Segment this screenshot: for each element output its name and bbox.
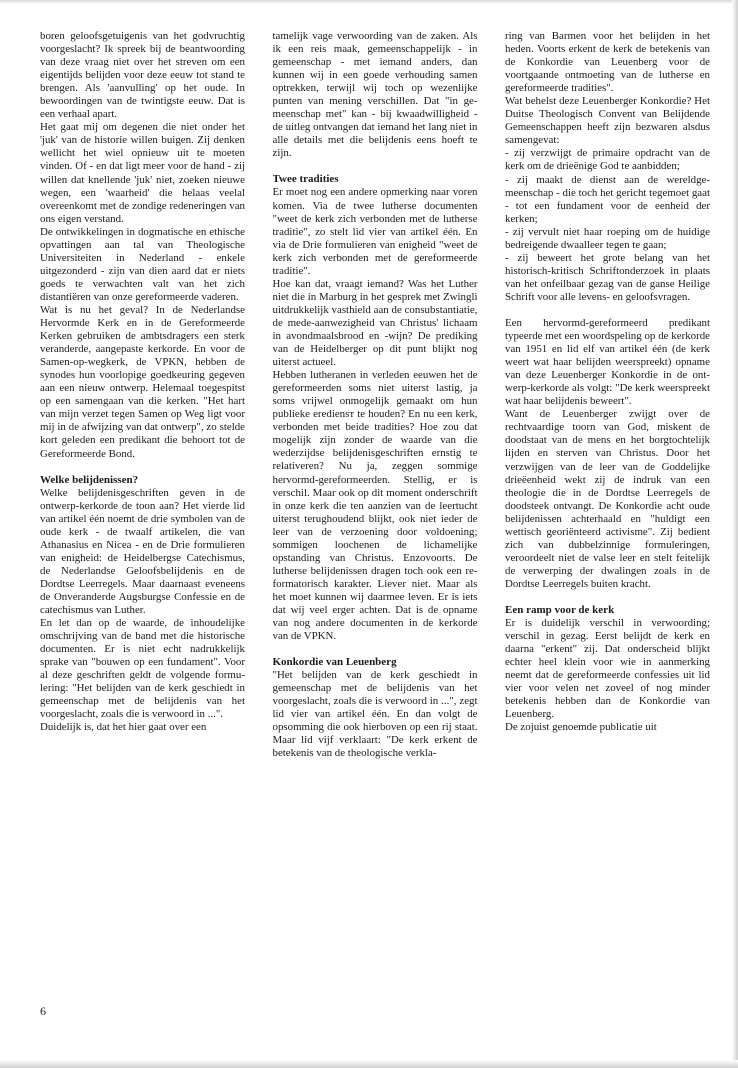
paragraph: Want de Leuenberger zwijgt over de rechtvaardige toorn van God, miskent de doodstaat van de mens en het borgtochtelijk lijden en sterven van Christus. Door het verzwijgen van de leer van de Goddelijke drieëenheid wekt zij de indruk van een theologie die in de Dordtse Leerregels de doodsteek ontvangt. De Konkordie acht oude belijdenissen achterhaald en "huldigt een wettisch georiënteerd activisme". Zij bedient zich van dubbelzinnige formuleringen, veroordeelt niet de valse leer en stelt feitelijk de verwerping der dwalingen zoals in de Dordtse Leerregels buiten kracht.	[505, 408, 710, 590]
column-2	[273, 30, 478, 1005]
paragraph: Duidelijk is, dat het hier gaat over een	[40, 721, 207, 734]
section-heading-welke-belijdenissen: Welke belijdenissen?	[40, 473, 139, 486]
paragraph: Hoe kan dat, vraagt iemand? Was het Luther niet die in Marburg in het gesprek met Zwingli uitdrukkelijk vasthield aan de consubstantiatie, de mede-aanwezigheid van Christus' lichaam in avondmaalsbrood en -wijn? De prediking van de Heidelberger op dit punt blijkt nog uiterst actueel.	[272, 277, 478, 369]
paragraph: "Het belijden van de kerk geschiedt in gemeenschap met de belijdenis van het voorgeslacht, zoals die is verwoord in ...", zegt lid vier van artikel één. En dan volgt de opsomming die ook hierboven op een rij staat. Maar lid vijf verklaart: "De kerk erkent de betekenis van de theologische verkla-	[272, 669, 478, 760]
column-1	[40, 30, 245, 1005]
paragraph: Er is duidelijk verschil in verwoording; verschil in gezag. Eerst belijdt de kerk en daarna "erkent" zij. Dat onderscheid blijkt echter heel klein voor wie in aanmerking neemt dat de gereformeerde confessies uit lid vier voor velen net zoveel of nog minder betekenis hebben dan de Konkordie van Leuenberg.	[505, 616, 710, 721]
article-body	[40, 30, 710, 1005]
paragraph: Het gaat mij om degenen die niet onder het 'juk' van de historie willen buigen. Zij denken wellicht het wiel opnieuw uit te moeten vinden. Of - en dat ligt meer voor de hand - zij willen dat knellende 'juk' niet, zoeken nieuwe wegen, een 'waarheid' die helaas veelal overeenkomt met de zondige redeneringen van ons eigen verstand.	[40, 121, 245, 225]
paragraph: Wat behelst deze Leuenberger Konkordie? Het Duitse Theologisch Convent van Belijdende Gemeenschappen heeft zijn bezwaren alsdus samengevat:	[505, 95, 710, 147]
paragraph: En let dan op de waarde, de inhoudelijke omschrijving van de band met die historische documenten. Er is niet echt nadrukkelijk sprake van "bouwen op een fundament". Voor al deze geschriften geldt de volgende formulering: "Het belijden van de kerk geschiedt in gemeenschap met de belijdenis van het voorgeslacht, zoals die is verwoord in ...".	[40, 617, 245, 721]
section-heading-konkordie-van-leuenberg: Konkordie van Leuenberg	[272, 656, 397, 669]
page-edge-top	[0, 0, 738, 4]
paragraph: De zojuist genoemde publicatie uit	[505, 721, 657, 734]
column-3	[505, 30, 710, 1005]
paragraph: Hebben lutheranen in verleden eeuwen het de gereformeerden soms niet uiterst lastig, ja soms vrijwel onmogelijk gemaakt om hun publieke erediensт te houden? En nu een kerk, verbonden met beide tradities? Hoe zou dat mogelijk zijn zonder de waarde van die wederzijdse belijdenisgeschriften ernstig te relativeren? Nu ja, zeggen sommige hervormd-gereformeerden. Stellig, er is verschil. Maar ook op dit moment onderschrift in onze kerk die ten aanzien van de leertucht uiterst terughoudend blijkt, ook niet ieder de leer van de verzoening door voldoening; sommigen loochenen de lichamelijke opstanding van Christus. Enzovoorts. De lutherse belijdenissen dragen toch ook een reformatorisch karakter. Liever niet. Maar als het moet kunnen wij daarmee leven. Er is iets dat wij veel erger achten. Dat is de opname van nog andere documenten in de kerkorde van de VPKN.	[272, 369, 478, 643]
section-heading-twee-tradities: Twee tradities	[272, 173, 339, 186]
paragraph: Een hervormd-gereformeerd predikant typeerde met een woordspeling op de kerkorde van 1951 en lid elf van artikel één (de kerk weert wat haar belijden weerspreekt) opname van deze Leuenberger Konkordie in de ontwerp-kerkorde als volgt: "De kerk weerspreekt wat haar belijdenis beweert".	[505, 316, 710, 408]
list-item: - zij vervult niet haar roeping om de huidige bedreigende dwaalleer tegen te gaan;	[505, 225, 710, 251]
list-item: - zij verzwijgt de primaire opdracht van de kerk om de drieënige God te aanbidden;	[505, 147, 710, 173]
paragraph: boren geloofsgetuigenis van het godvruchtig voorgeslacht? Ik spreek bij de beantwoording van deze vraag niet over het streven om een eigentijds belijden voor deze eeuw tot stand te brengen. Als 'aanvulling' op het oude. In bewoordingen van de twintigste eeuw. Dat is een verhaal apart.	[40, 30, 245, 121]
list-item: - zij maakt de dienst aan de wereldgemeenschap - die toch het gericht tegemoet gaat - tot een fundament voor de eenheid der kerken;	[505, 173, 710, 225]
paragraph: Wat is nu het geval? In de Nederlandse Hervormde Kerk en in de Gereformeerde Kerken gebruiken de ambtsdragers een sterk veranderde, aangepaste kerkorde. En voor de Samen-op-wegkerk, de VPKN, hebben de synodes hun voorlopige goedkeuring gegeven aan een nieuw ontwerp. Helemaal toegespitst op een samengaan van die kerken. "Het hart van mijn verzet tegen Samen op Weg ligt voor mij in de afwijzing van dat ontwerp", zo stelde kort geleden een predikant die behoort tot de Gereformeerde Bond.	[40, 303, 245, 460]
list-item: - zij beweert het grote belang van het historisch-kritisch Schriftonderzoek in plaats van het onfeilbaar gezag van de ganse Heilige Schrift voor alle levens- en geloofsvragen.	[505, 251, 710, 303]
page-edge-right	[732, 0, 738, 1068]
paragraph: Er moet nog een andere opmerking naar voren komen. Via de twee lutherse documenten "weet de kerk zich verbonden met de lutherse traditie", zo stelt lid vier van artikel één. En via de Drie formulieren van enigheid "weet de kerk zich verbonden met de gereformeerde traditie".	[272, 186, 478, 277]
paragraph: De ontwikkelingen in dogmatische en ethische opvattingen aan tal van Theologische Universiteiten in Nederland - enkele uitgezonderd - zijn van dien aard dat er niets goeds te verwachten valt van het zich distantiëren van onze gereformeerde vaderen.	[40, 225, 245, 303]
paragraph: tamelijk vage verwoording van de zaken. Als ik een reis maak, gemeenschappelijk - in gemeenschap - met iemand anders, dan kunnen wij in een goede verhouding samen optrekken, terwijl wij toch op wezenlijke punten van mening verschillen. Dat "in gemeenschap met" kan - bij kwaadwilligheid - de uitleg ontvangen dat iemand het lang niet in alle details met die belijdenis eens hoeft te zijn.	[272, 30, 478, 160]
section-heading-een-ramp-voor-de-kerk: Een ramp voor de kerk	[505, 603, 615, 616]
paragraph: ring van Barmen voor het belijden in het heden. Voorts erkent de kerk de betekenis van de Konkordie van Leuenberg voor de voortgaande ontmoeting van de lutherse en gereformeerde tradities".	[505, 30, 710, 95]
paragraph: Welke belijdenisgeschriften geven in de ontwerp-kerkorde de toon aan? Het vierde lid van artikel één noemt de drie symbolen van de oude kerk - de twaalf artikelen, die van Athanasius en Nicea - en de Drie formulieren van enigheid: de Heidelbergse Catechismus, de Nederlandse Geloofsbelijdenis en de Dordtse Leerregels. Maar daarnaast eveneens de Onveranderde Augsburgse Confessie en de catechismus van Luther.	[40, 486, 245, 616]
page-edge-bottom	[0, 1060, 738, 1068]
page-number: 6	[40, 1004, 46, 1018]
